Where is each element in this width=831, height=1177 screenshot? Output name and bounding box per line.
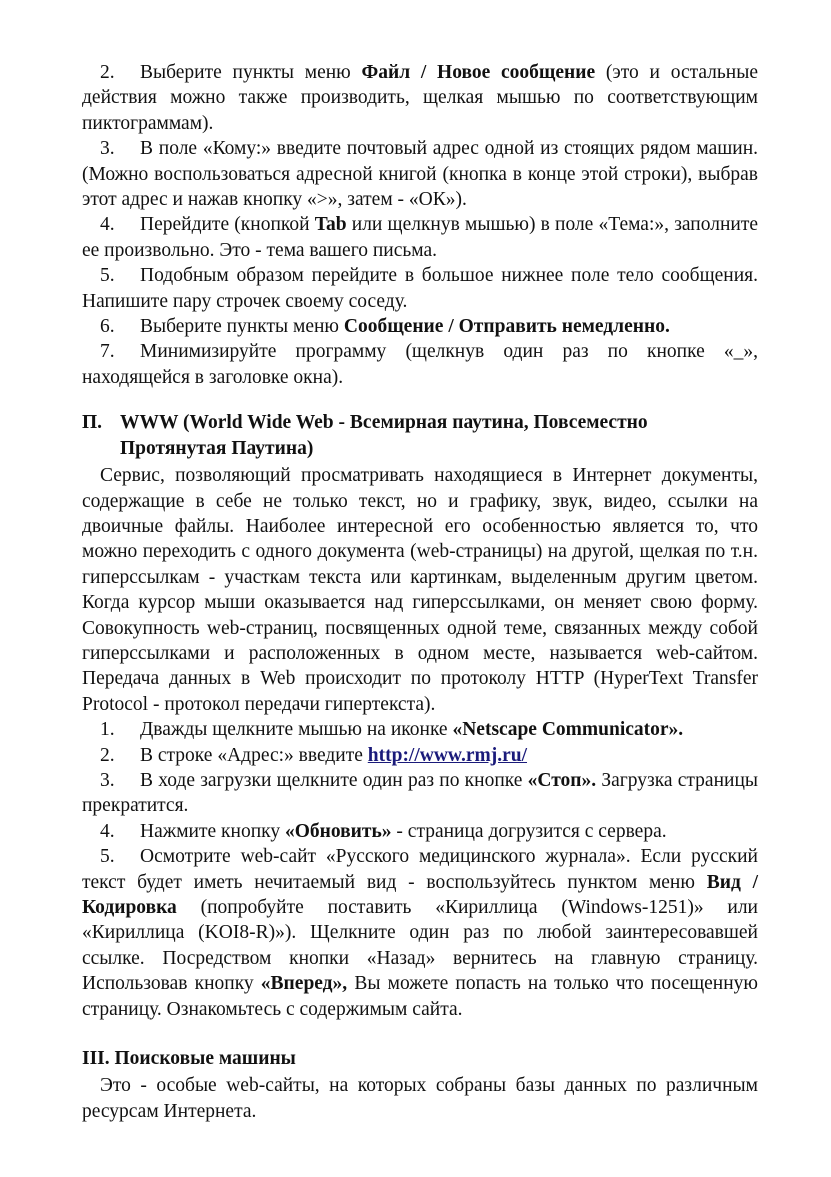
url-link[interactable]: http://www.rmj.ru/ <box>367 744 528 766</box>
list-item: 5. Осмотрите web-сайт «Русского медицинского журнала». Если русский текст будет иметь нечитаемый вид - воспользуйтесь пунктом меню Вид / Кодировка (попробуйте поставить «Кириллица (Windows-1251)» или «Кириллица (KOI8-R)»). Щелкните один раз по любой заинтересовавшей ссылке. Посредством кнопки «Назад» вернитесь на главную страницу. Использовав кнопку «Вперед», Вы можете попасть на только что посещенную страницу. Ознакомьтесь с содержимым сайта. <box>82 846 758 1020</box>
key-name: Tab <box>314 214 347 236</box>
list-item: 7. Минимизируйте программу (щелкнув один раз по кнопке «_», находящейся в заголовке окна). <box>82 341 758 388</box>
list-item: 5. Подобным образом перейдите в большое нижнее поле тело сообщения. Напишите пару строчек своему соседу. <box>82 265 758 312</box>
item-number: 4. <box>100 820 115 842</box>
section-intro: Сервис, позволяющий просматривать находящиеся в Интернет документы, содержащие в себе не только текст, но и графику, звук, видео, ссылки на двоичные файлы. Наиболее интересной его особенностью является то, что можно переходить с одного документа (web-страницы) на другой, щелкая по т.н. гиперссылкам - участкам текста или картинкам, выделенным другим цветом. Когда курсор мыши оказывается над гиперссылками, он меняет свою форму. Совокупность web-страниц, посвященных одной теме, связанных между собой гиперссылками и расположенных в одном месте, называется web-сайтом. Передача данных в Web происходит по протоколу HTTP (HyperText Transfer Protocol - протокол передачи гипертекста). <box>82 465 758 715</box>
list-item: 2. Выберите пункты меню Файл / Новое сообщение (это и остальные действия можно также производить, щелкая мышью по соответствующим пиктограммам). <box>82 62 758 134</box>
list-item: 3. В ходе загрузки щелкните один раз по кнопке «Стоп». Загрузка страницы прекратится. <box>82 769 758 817</box>
list-item: 2. В строке «Адрес:» введите http://www.rmj.ru/ <box>82 743 758 768</box>
item-number: 1. <box>100 719 115 741</box>
section-number: П. <box>82 412 103 434</box>
list-item: 6. Выберите пункты меню Сообщение / Отправить немедленно. <box>82 314 758 339</box>
item-number: 6. <box>100 316 115 338</box>
item-number: 7. <box>100 341 115 363</box>
section-intro: Это - особые web-сайты, на которых собраны базы данных по различным ресурсам Интернета. <box>82 1075 758 1122</box>
list-item: 4. Нажмите кнопку «Обновить» - страница догрузится с сервера. <box>82 819 758 844</box>
button-name: «Стоп». <box>527 769 597 791</box>
item-number: 4. <box>100 214 115 236</box>
button-name: «Обновить» <box>284 820 392 842</box>
item-number: 5. <box>100 265 115 287</box>
section-heading-www: П. WWW (World Wide Web - Всемирная паутина, Повсеместно Протянутая Паутина) <box>82 412 648 459</box>
list-item: 3. В поле «Кому:» введите почтовый адрес одной из стоящих рядом машин. (Можно воспользоваться адресной книгой (кнопка в конце этой строки), выбрав этот адрес и нажав кнопку «>», затем - «ОК»). <box>82 138 758 211</box>
item-number: 3. <box>100 769 115 791</box>
list-item: 1. Дважды щелкните мышью на иконке «Netscape Communicator». <box>82 717 758 742</box>
list-item: 4. Перейдите (кнопкой Tab или щелкнув мышью) в поле «Тема:», заполните ее произвольно. Это - тема вашего письма. <box>82 214 759 261</box>
document-page <box>82 60 758 1124</box>
item-number: 2. <box>100 62 115 83</box>
item-number: 2. <box>100 744 115 766</box>
program-name: «Netscape Communicator». <box>452 719 684 741</box>
section-heading-search: III. Поисковые машины <box>82 1048 296 1070</box>
menu-path: Сообщение / Отправить немедленно. <box>343 316 670 338</box>
button-name: «Вперед», <box>260 973 348 995</box>
item-number: 3. <box>100 138 115 160</box>
menu-path: Вид / Кодировка <box>82 871 758 918</box>
menu-path: Файл / Новое сообщение <box>361 62 596 83</box>
item-number: 5. <box>100 846 115 868</box>
